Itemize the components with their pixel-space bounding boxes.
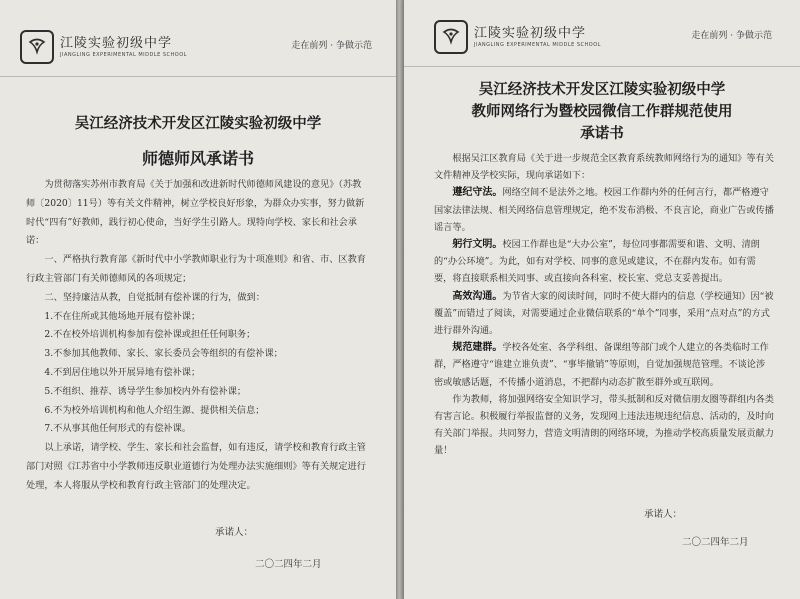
item-text: 校园工作群也是“大办公室”，每位同事都需要和谐、文明、清朗的“办公环境”。为此，如有对学校、同事的意见或建议，不在群内发布。如有需要，将直接联系相关同事、或直接向各科室、校长室、党总支妥善提出。 — [434, 239, 760, 285]
list-item: 1.不在住所或其他场地开展有偿补课； — [44, 310, 201, 322]
list-item: 5.不组织、推荐、诱导学生参加校内外有偿补课； — [44, 385, 247, 397]
page-title-line2: 教师网络行为暨校园微信工作群规范使用 — [471, 104, 733, 120]
book-gutter — [396, 0, 404, 599]
school-name: 江陵实验初级中学 — [60, 36, 173, 51]
left-document-page — [0, 0, 396, 599]
signer-label: 承诺人： — [215, 527, 254, 538]
list-item — [434, 236, 774, 288]
clause-1: 一、严格执行教育部《新时代中小学教师职业行为十项准则》和省、市、区教育行政主管部门有关师德师风的各项规定； — [26, 254, 366, 284]
pledge-body — [434, 150, 774, 460]
list-item: 7.不从事其他任何形式的有偿补课。 — [44, 423, 191, 435]
school-logo-icon — [434, 20, 468, 54]
list-item — [434, 339, 774, 391]
intro-paragraph: 根据吴江区教育局《关于进一步规范全区教育系统教师网络行为的通知》等有关文件精神及学校实际，现向承诺如下： — [434, 153, 774, 182]
right-document-page — [404, 0, 800, 599]
list-item — [434, 184, 774, 236]
letterhead — [0, 28, 396, 77]
closing-paragraph: 以上承诺，请学校、学生、家长和社会监督，如有违反，请学校和教育行政主管部门对照《江苏省中小学教师违反职业道德行为处理办法实施细则》等有关规定进行处理，本人将服从学校和教育行政主管部门的处理决定。 — [26, 442, 366, 491]
pledge-body — [26, 176, 366, 496]
school-logo-icon — [20, 30, 54, 64]
list-item — [434, 288, 774, 340]
school-name-english: JIANGLING EXPERIMENTAL MIDDLE SCHOOL — [474, 42, 601, 48]
item-text: 网络空间不是法外之地。校园工作群内外的任何言行，都严格遵守国家法律法规、相关网络信息管理规定，绝不发布消极、不良言论，商业广告或传播谣言等。 — [434, 187, 774, 233]
signature-date: 二〇二四年二月 — [682, 537, 749, 548]
page-title-line1: 吴江经济技术开发区江陵实验初级中学 — [74, 116, 322, 132]
school-name-english: JIANGLING EXPERIMENTAL MIDDLE SCHOOL — [60, 52, 187, 58]
page-title-line2: 师德师风承诺书 — [141, 149, 254, 168]
list-item: 4.不到居住地以外开展异地有偿补课； — [44, 366, 201, 378]
page-title-line1: 吴江经济技术开发区江陵实验初级中学 — [478, 82, 726, 98]
item-heading: 遵纪守法。 — [452, 187, 503, 199]
list-item: 6.不为校外培训机构和他人介绍生源、提供相关信息； — [44, 404, 265, 416]
signer-label: 承诺人： — [644, 509, 683, 520]
item-heading: 规范建群。 — [452, 342, 503, 354]
item-text: 为节省大家的阅读时间，同时不使大群内的信息（学校通知）因“被覆盖”而错过了阅读，对需要通过企业微信联系的“单个”同事，采用“点对点”的方式进行群外沟通。 — [434, 290, 774, 337]
signature-date: 二〇二四年二月 — [255, 559, 322, 570]
school-name: 江陵实验初级中学 — [474, 26, 587, 41]
list-item: 3.不参加其他教师、家长、家长委员会等组织的有偿补课； — [44, 348, 283, 360]
intro-paragraph: 为贯彻落实苏州市教育局《关于加强和改进新时代师德师风建设的意见》（苏教师〔2020〕11号）等有关文件精神，树立学校良好形象，为群众办实事，努力做新时代“四有”好教师，践行初心使命，当好学生引路人。现特向学校、家长和社会承诺： — [26, 179, 365, 247]
letterhead — [404, 18, 800, 67]
item-text: 学校各处室、各学科组、备课组等部门或个人建立的各类临时工作群，严格遵守“谁建立谁负责”、“事毕撤销”等原则，自觉加强规范管理。不谈论涉密或敏感话题，不传播小道消息，不把群内动态扩散至群外或互联网。 — [434, 342, 769, 388]
item-heading: 躬行文明。 — [452, 239, 503, 251]
clause-2: 二、坚持廉洁从教，自觉抵制有偿补课的行为，做到： — [44, 291, 265, 303]
closing-paragraph: 作为教师，将加强网络安全知识学习，带头抵制和反对微信朋友圈等群组内各类有害言论。积极履行举报监督的义务，发现网上违法违规违纪信息、活动的，及时向有关部门举报。共同努力，营造文明清朗的网络环境，为推动学校高质量发展贡献力量！ — [434, 393, 774, 457]
page-title-line3: 承诺书 — [580, 126, 624, 142]
item-heading: 高效沟通。 — [452, 290, 503, 302]
school-slogan: 走在前列 · 争做示范 — [691, 31, 772, 41]
school-slogan: 走在前列 · 争做示范 — [291, 41, 372, 51]
list-item: 2.不在校外培训机构参加有偿补课或担任任何职务； — [44, 329, 256, 341]
